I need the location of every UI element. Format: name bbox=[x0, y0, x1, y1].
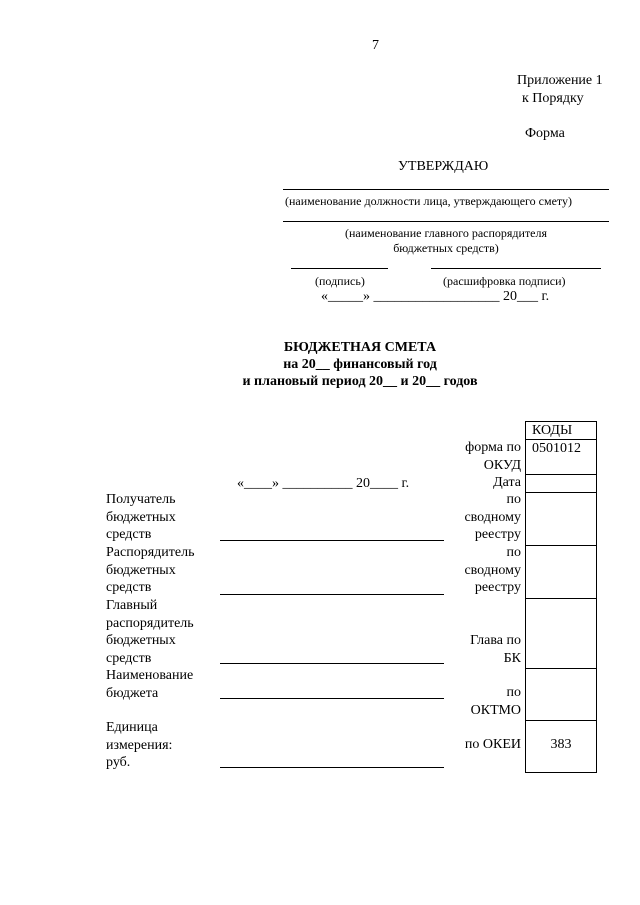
registry2-label: по сводному реестру bbox=[464, 545, 521, 595]
approve-title: УТВЕРЖДАЮ bbox=[398, 159, 489, 174]
decode-line bbox=[431, 268, 601, 269]
code-registry1 bbox=[526, 492, 596, 545]
okei-label: по ОКЕИ bbox=[464, 737, 521, 752]
form-date: «____» __________ 20____ г. bbox=[237, 476, 410, 491]
form-label: Форма bbox=[525, 126, 565, 141]
page-number: 7 bbox=[372, 38, 379, 53]
code-okud: 0501012 bbox=[526, 439, 596, 474]
code-bk bbox=[526, 598, 596, 668]
doc-subtitle-2: и плановый период 20__ и 20__ годов bbox=[242, 374, 478, 389]
manager-caption-2: бюджетных средств) bbox=[393, 241, 499, 255]
chief-manager-line bbox=[220, 663, 444, 664]
signature-caption: (подпись) bbox=[315, 274, 365, 288]
bk-label: Глава по БК bbox=[470, 633, 521, 666]
okud-label: форма по ОКУД bbox=[465, 440, 521, 473]
code-date bbox=[526, 474, 596, 492]
recipient-line bbox=[220, 540, 444, 541]
registry1-label: по сводному реестру bbox=[464, 492, 521, 542]
approval-date: «_____» __________________ 20___ г. bbox=[321, 289, 550, 304]
signature-line bbox=[291, 268, 388, 269]
code-registry2 bbox=[526, 545, 596, 598]
unit-label: Единица измерения: руб. bbox=[106, 720, 173, 770]
code-oktmo bbox=[526, 668, 596, 720]
appendix-label: Приложение 1 bbox=[517, 73, 603, 88]
recipient-label: Получатель бюджетных средств bbox=[106, 492, 176, 542]
decode-caption: (расшифровка подписи) bbox=[443, 274, 566, 288]
budget-name-line bbox=[220, 698, 444, 699]
codes-header: КОДЫ bbox=[532, 423, 573, 438]
doc-title: БЮДЖЕТНАЯ СМЕТА bbox=[283, 340, 437, 355]
codes-table bbox=[525, 421, 597, 773]
position-caption: (наименование должности лица, утверждающего смету) bbox=[285, 194, 572, 208]
manager-caption-1: (наименование главного распорядителя bbox=[344, 226, 548, 240]
code-okei: 383 bbox=[526, 720, 596, 772]
position-line bbox=[283, 189, 609, 190]
chief-manager-label: Главный распорядитель бюджетных средств bbox=[106, 598, 194, 666]
manager-line bbox=[283, 221, 609, 222]
budget-name-label: Наименование бюджета bbox=[106, 668, 194, 701]
unit-line bbox=[220, 767, 444, 768]
manager-label: Распорядитель бюджетных средств bbox=[106, 545, 195, 595]
to-order-label: к Порядку bbox=[522, 91, 584, 106]
oktmo-label: по ОКТМО bbox=[470, 685, 521, 718]
doc-subtitle-1: на 20__ финансовый год bbox=[283, 357, 437, 372]
date-label: Дата bbox=[493, 475, 521, 490]
manager-line-field bbox=[220, 594, 444, 595]
